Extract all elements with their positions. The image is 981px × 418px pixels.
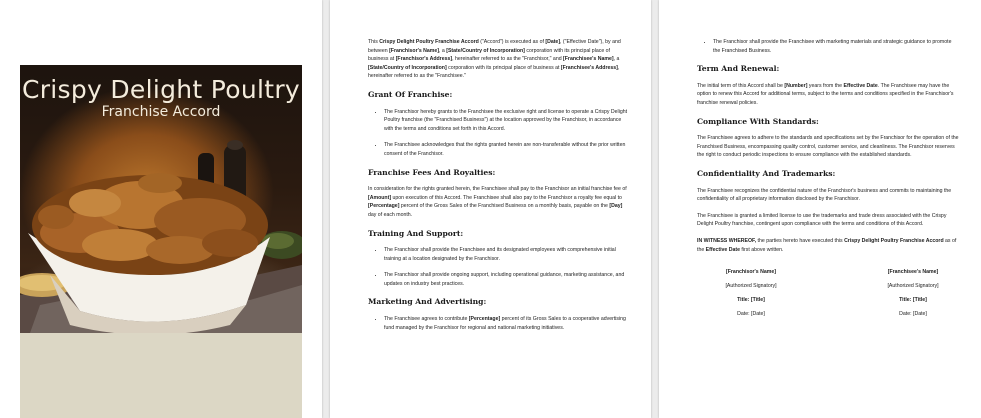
document-body-continued xyxy=(697,38,959,338)
list-item: • The Franchisor hereby grants to the Franchisee the exclusive right and license to operate a Crispy Delight Poultry franchise (the "Franchised Business") at the location approved by the Franchisor, in accordance with the terms and conditions set forth in this Accord. xyxy=(384,108,629,134)
fees-heading: Franchise Fees And Royalties: xyxy=(368,167,496,177)
list-item: • The Franchisee agrees to contribute [Percentage] percent of its Gross Sales to a cooperative advertising fund managed by the Franchisor for regional and national marketing initiatives. xyxy=(384,315,629,332)
cover-footer-band xyxy=(20,333,302,418)
marketing-list xyxy=(368,315,629,332)
signature-block xyxy=(697,268,959,338)
list-item: • The Franchisee acknowledges that the rights granted herein are non-transferable without the prior written consent of the Franchisor. xyxy=(384,141,629,158)
witness-paragraph: IN WITNESS WHEREOF, the parties hereto have executed this Crispy Delight Poultry Franchise Accord as of the Effective Date first above written. xyxy=(697,237,957,253)
document-page-1 xyxy=(330,0,651,418)
intro-paragraph: This Crispy Delight Poultry Franchise Accord ("Accord") is executed as of [Date], ("Effective Date"), by and between [Franchisor's Name], a [State/Country of Incorporation] corporation with its principal place of business at [Franchisor's Address], hereinafter referred to as the "Franchisor," and [Franchisee's Name], a [State/Country of Incorporation] corporation with its principal place of business at [Franchisee's Address], hereinafter referred to as the "Franchisee." xyxy=(368,39,621,80)
grant-list xyxy=(368,108,629,159)
confidentiality-heading: Confidentiality And Trademarks: xyxy=(697,168,836,178)
cover-photo xyxy=(20,65,302,333)
cover-page xyxy=(0,0,322,418)
document-page-2 xyxy=(659,0,981,418)
fried-chicken-basket-image xyxy=(20,125,302,333)
franchisee-signatory: [Authorized Signatory] xyxy=(887,283,939,290)
list-item: • The Franchisor shall provide the Franchisee with marketing materials and strategic guidance to promote the Franchised Business. xyxy=(713,38,959,55)
confidentiality-paragraph-1: The Franchisee recognizes the confidential nature of the Franchisor's business and commits to maintaining the confidentiality of all proprietary information disclosed by the Franchisor. xyxy=(697,187,952,203)
training-heading: Training And Support: xyxy=(368,228,464,238)
list-item: • The Franchisor shall provide ongoing support, including operational guidance, marketing assistance, and updates on industry best practices. xyxy=(384,271,629,288)
fees-paragraph: In consideration for the rights granted herein, the Franchisee shall pay to the Franchisor an initial franchise fee of [Amount] upon execution of this Accord. The Franchisee shall also pay to the Franchisor a royalty fee equal to [Percentage] percent of the Gross Sales of the Franchised Business on a monthly basis, payable on the [Day] day of each month. xyxy=(368,186,627,218)
compliance-paragraph: The Franchisee agrees to adhere to the standards and specifications set by the Franchisor for the operation of the Franchised Business, encompassing quality control, customer service, and cleanliness. The Franchisor reserves the right to conduct periodic inspections to ensure compliance with the established standards. xyxy=(697,135,959,159)
cover-title: Crispy Delight Poultry xyxy=(21,75,301,104)
list-item: • The Franchisor shall provide the Franchisee and its designated employees with comprehensive initial training at a location designated by the Franchisor. xyxy=(384,246,629,263)
term-heading: Term And Renewal: xyxy=(697,64,780,74)
franchisor-signature: [Franchisor's Name] [Authorized Signatory] Title: [Title] Date: [Date] xyxy=(691,268,811,324)
franchisee-signature: [Franchisee's Name] [Authorized Signatory] Title: [Title] Date: [Date] xyxy=(853,268,973,324)
document-body xyxy=(368,38,629,340)
cover-subtitle: Franchise Accord xyxy=(101,104,221,120)
confidentiality-paragraph-2: The Franchisee is granted a limited license to use the trademarks and trade dress associated with the Crispy Delight Poultry franchise, contingent upon compliance with the terms and conditions of this Accord. xyxy=(697,212,947,228)
franchisor-signatory: [Authorized Signatory] xyxy=(725,283,777,290)
term-paragraph: The initial term of this Accord shall be [Number] years from the Effective Date. The Franchisee may have the option to renew this Accord for additional terms, subject to the terms and conditions specified in the Franchisor's franchise renewal policies. xyxy=(697,82,954,106)
franchisee-name: [Franchisee's Name] xyxy=(887,269,939,276)
franchisor-name: [Franchisor's Name] xyxy=(726,269,776,276)
marketing-list-continued xyxy=(697,38,959,55)
grant-heading: Grant Of Franchise: xyxy=(368,89,453,99)
training-list xyxy=(368,246,629,288)
marketing-heading: Marketing And Advertising: xyxy=(368,297,487,307)
compliance-heading: Compliance With Standards: xyxy=(697,116,819,126)
